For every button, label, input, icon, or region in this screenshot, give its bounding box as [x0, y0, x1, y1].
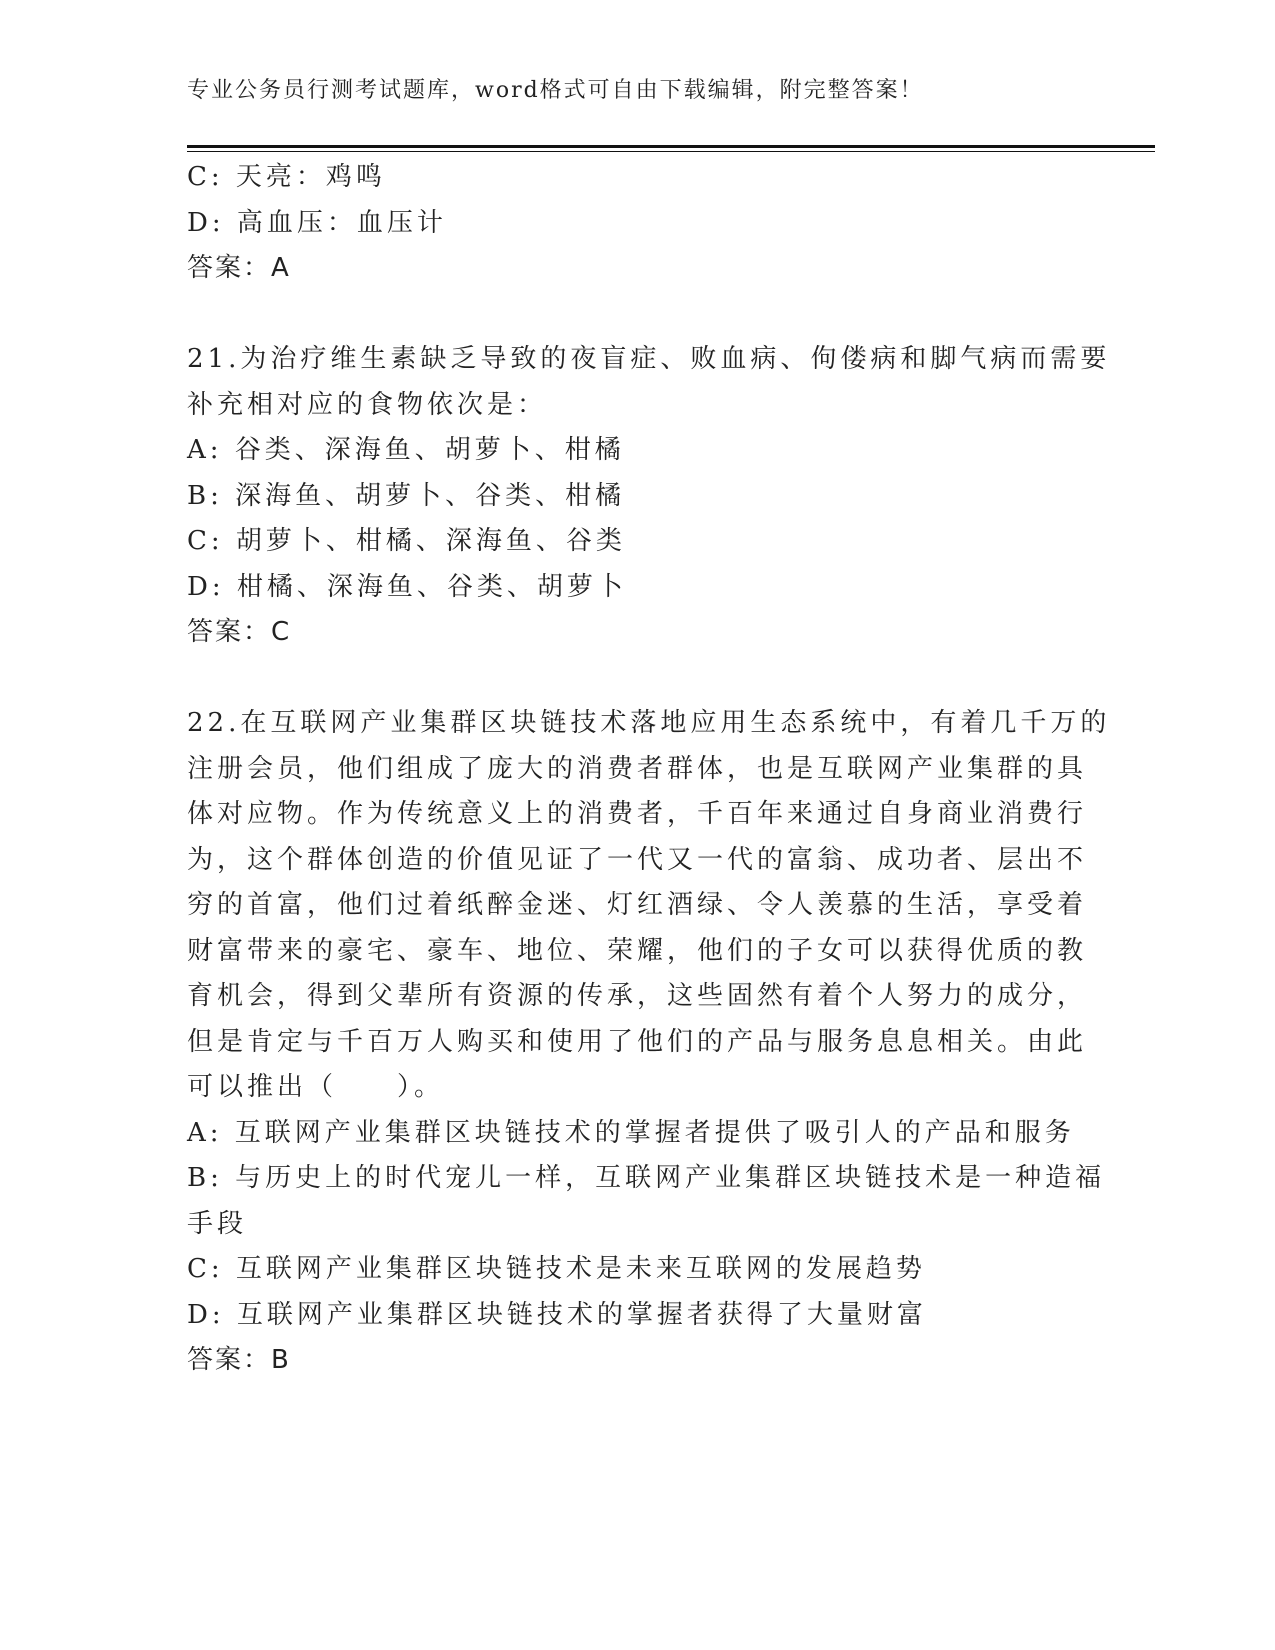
- q22-question-line: 为，这个群体创造的价值见证了一代又一代的富翁、成功者、层出不: [187, 844, 1088, 875]
- page-header: 专业公务员行测考试题库，word格式可自由下载编辑，附完整答案！: [187, 78, 924, 103]
- q22-question-line: 穷的首富，他们过着纸醉金迷、灯红酒绿、令人羡慕的生活，享受着: [187, 890, 1088, 920]
- q22-question-line: 财富带来的豪宅、豪车、地位、荣耀，他们的子女可以获得优质的教: [187, 935, 1088, 966]
- q21-question-line: 补充相对应的食物依次是：: [187, 389, 548, 420]
- q20-option-d: D: 高血压：血压计: [187, 207, 447, 238]
- q21-answer: 答案：C: [187, 617, 292, 647]
- q22-question-line: 但是肯定与千百万人购买和使用了他们的产品与服务息息相关。由此: [187, 1026, 1088, 1057]
- spacer: [187, 656, 1087, 702]
- q22-question: [187, 701, 1111, 1111]
- q22-option-b-line: B: 与历史上的时代宠儿一样，互联网产业集群区块链技术是一种造福: [187, 1163, 1106, 1193]
- q22-question-line: 体对应物。作为传统意义上的消费者，千百年来通过自身商业消费行: [187, 799, 1088, 829]
- q21-question-line: 21.为治疗维生素缺乏导致的夜盲症、败血病、佝偻病和脚气病而需要: [187, 344, 1111, 374]
- q22-option-a: A: 互联网产业集群区块链技术的掌握者提供了吸引人的产品和服务: [187, 1117, 1075, 1148]
- q21-option-b: B: 深海鱼、胡萝卜、谷类、柑橘: [187, 480, 626, 511]
- spacer: [187, 292, 1087, 338]
- header-rule-thin: [187, 151, 1155, 152]
- q22-answer: 答案：B: [187, 1345, 291, 1375]
- q22-question-line: 育机会，得到父辈所有资源的传承，这些固然有着个人努力的成分，: [187, 981, 1088, 1011]
- q20-option-c: C: 天亮：鸡鸣: [187, 162, 386, 192]
- q21-question: [187, 337, 1111, 428]
- header-rule-thick: [187, 145, 1155, 148]
- q20-answer: 答案：A: [187, 253, 291, 283]
- q21-option-d: D: 柑橘、深海鱼、谷类、胡萝卜: [187, 571, 627, 602]
- q22-option-b-line: 手段: [187, 1208, 248, 1239]
- q22-question-line: 注册会员，他们组成了庞大的消费者群体，也是互联网产业集群的具: [187, 753, 1088, 784]
- q21-option-c: C: 胡萝卜、柑橘、深海鱼、谷类: [187, 526, 626, 556]
- q21-option-a: A: 谷类、深海鱼、胡萝卜、柑橘: [187, 435, 625, 465]
- q22-option-c: C: 互联网产业集群区块链技术是未来互联网的发展趋势: [187, 1254, 926, 1284]
- q22-question-line: 22.在互联网产业集群区块链技术落地应用生态系统中，有着几千万的: [187, 708, 1111, 738]
- q22-option-b: [187, 1156, 1106, 1247]
- q22-option-d: D: 互联网产业集群区块链技术的掌握者获得了大量财富: [187, 1299, 927, 1330]
- document-body: [187, 155, 1111, 1384]
- q22-question-line: 可以推出（ ）。: [187, 1072, 445, 1102]
